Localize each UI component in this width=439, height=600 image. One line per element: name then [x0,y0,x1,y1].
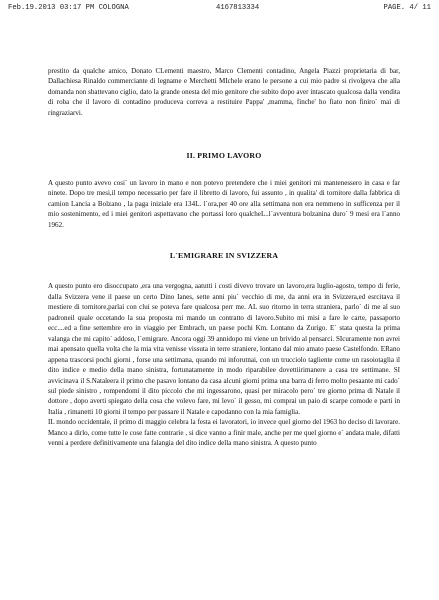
paragraph-svizzera-2: IL mondo occidentale, il primo di maggio celebra la festa ei lavoratori, io invece quel giorno del 1963 ho deciso di lavorare. Manco a dirlo, come tutte le cose fatte contrarie , si dice vanno a finir male, anche per me quel giorno e` andata male, difatti venni a perdere definitivamente una falangia del dito indice della mano sinistra. A questo punto [48,418,400,448]
section-heading-primo-lavoro: II. PRIMO LAVORO [186,151,262,161]
paragraph-intro: prestito da qualche amico, Donato CLementi maestro, Marco Clementi contadino, Angela Piazzi proprietaria di bar, Dallachiesa Rinaldo commerciante di legname e Merchetti MIchele erano le persone a cui mio padre si rivolgeva che alla domanda non sbattevano ciglio, dato la grande onesta del mio genitore che subito dopo aver intascato qualcosa dalla vendita di roba che il lavoro di contadino produceva correva a restituire Pappa' ,mamma, finche' ho fiato non finiro` mai di ringraziarvi. [48,67,400,117]
paragraph-primo-lavoro: A questo punto avevo cosi` un lavoro in mano e non potevo pretendere che i miei genitori mi mantenessero in casa e far ninete. Dopo tre mesi,il tempo necessario per fare il libretto di lavoro, fui assunto , in qualita' di tornitore dalla fabbrica di camion Lancia a Bolzano , la paga iniziale era 134L. l`ora,per 40 ore alla settimana non era nemmeno in sufficenza per il mio sostenimento, ed i miei genitori aspettavano che portassi loro qualcheL..l`avventura bolzanina duro` 9 mesi era l`anno 1962. [48,178,400,229]
section-heading-emigrare-svizzera: L`EMIGRARE IN SVIZZERA [169,250,279,260]
fax-header-page-number: PAGE. 4/ 11 [383,4,431,12]
document-page [48,66,400,449]
paragraph-svizzera-1: A questo punto ero disoccupato ,era una vergogna, aatutti i costi divevo trovare un lavoro,era luglio-agosto, tempo di ferie, dalla Svizzera vene il paese un certo Dino Ianes, sette anni piu` vecchio di me, da anni era in Svizzera,ed esrcitava il mestiere di tornitore,parlai con clui se poteva fare qualcosa perr me. AL suo ritorno in terra straniera, parlo` di me al suo padroneil quale occetando la sua proposta mi mando un contratto di lavoro.Subito mi misi a fare le carte, passaporto ecc....ed a fine settembre ero in viaggio per Embrach, un paese pochi Km. Lontano da Zurigo. E` stata questa la prima valanga che mi capito` addoso, l`emigrare. Ancora oggi 39 annidopo mi viene un brivido al pensarci. SIcuramente non avrei mai apensato quella volta che la mia vita venisse vissuta in terre straniere, lontano dal mio amato paese Castelfondo. ERano appena trascorsi pochi giorni , forse una settimana, quando mi inforutnai, con un trucciolo tagliente come un rasoiotaglia il dito indice e medio della mano sinistra, fortunatamente in modo riparabilee dovettiirimanere a casa tre settimane. SI avvicinava il S.Nataleera il primo che pasavo lontano da casa alcuni giorni prima una barra di ferro molto pesaante mi cado` sul piede sinistro , rompendomi il dito piccolo che mi ingessarono, quasi per miracolo pero` tre giorno prima di Natale il dottore , dopo averti spiegato della cosa che volevo fare, mi levo` il gesso, mi comprai un paio di scarpe comode e parti in Italia , rimanetti 10 giorni il tempo per passare il Natale e capodanno con la mia famiglia. [48,282,400,416]
fax-header [8,3,431,14]
fax-header-phone: 4167813334 [216,4,260,12]
fax-header-datetime: Feb.19.2013 03:17 PM COLOGNA [8,4,129,12]
